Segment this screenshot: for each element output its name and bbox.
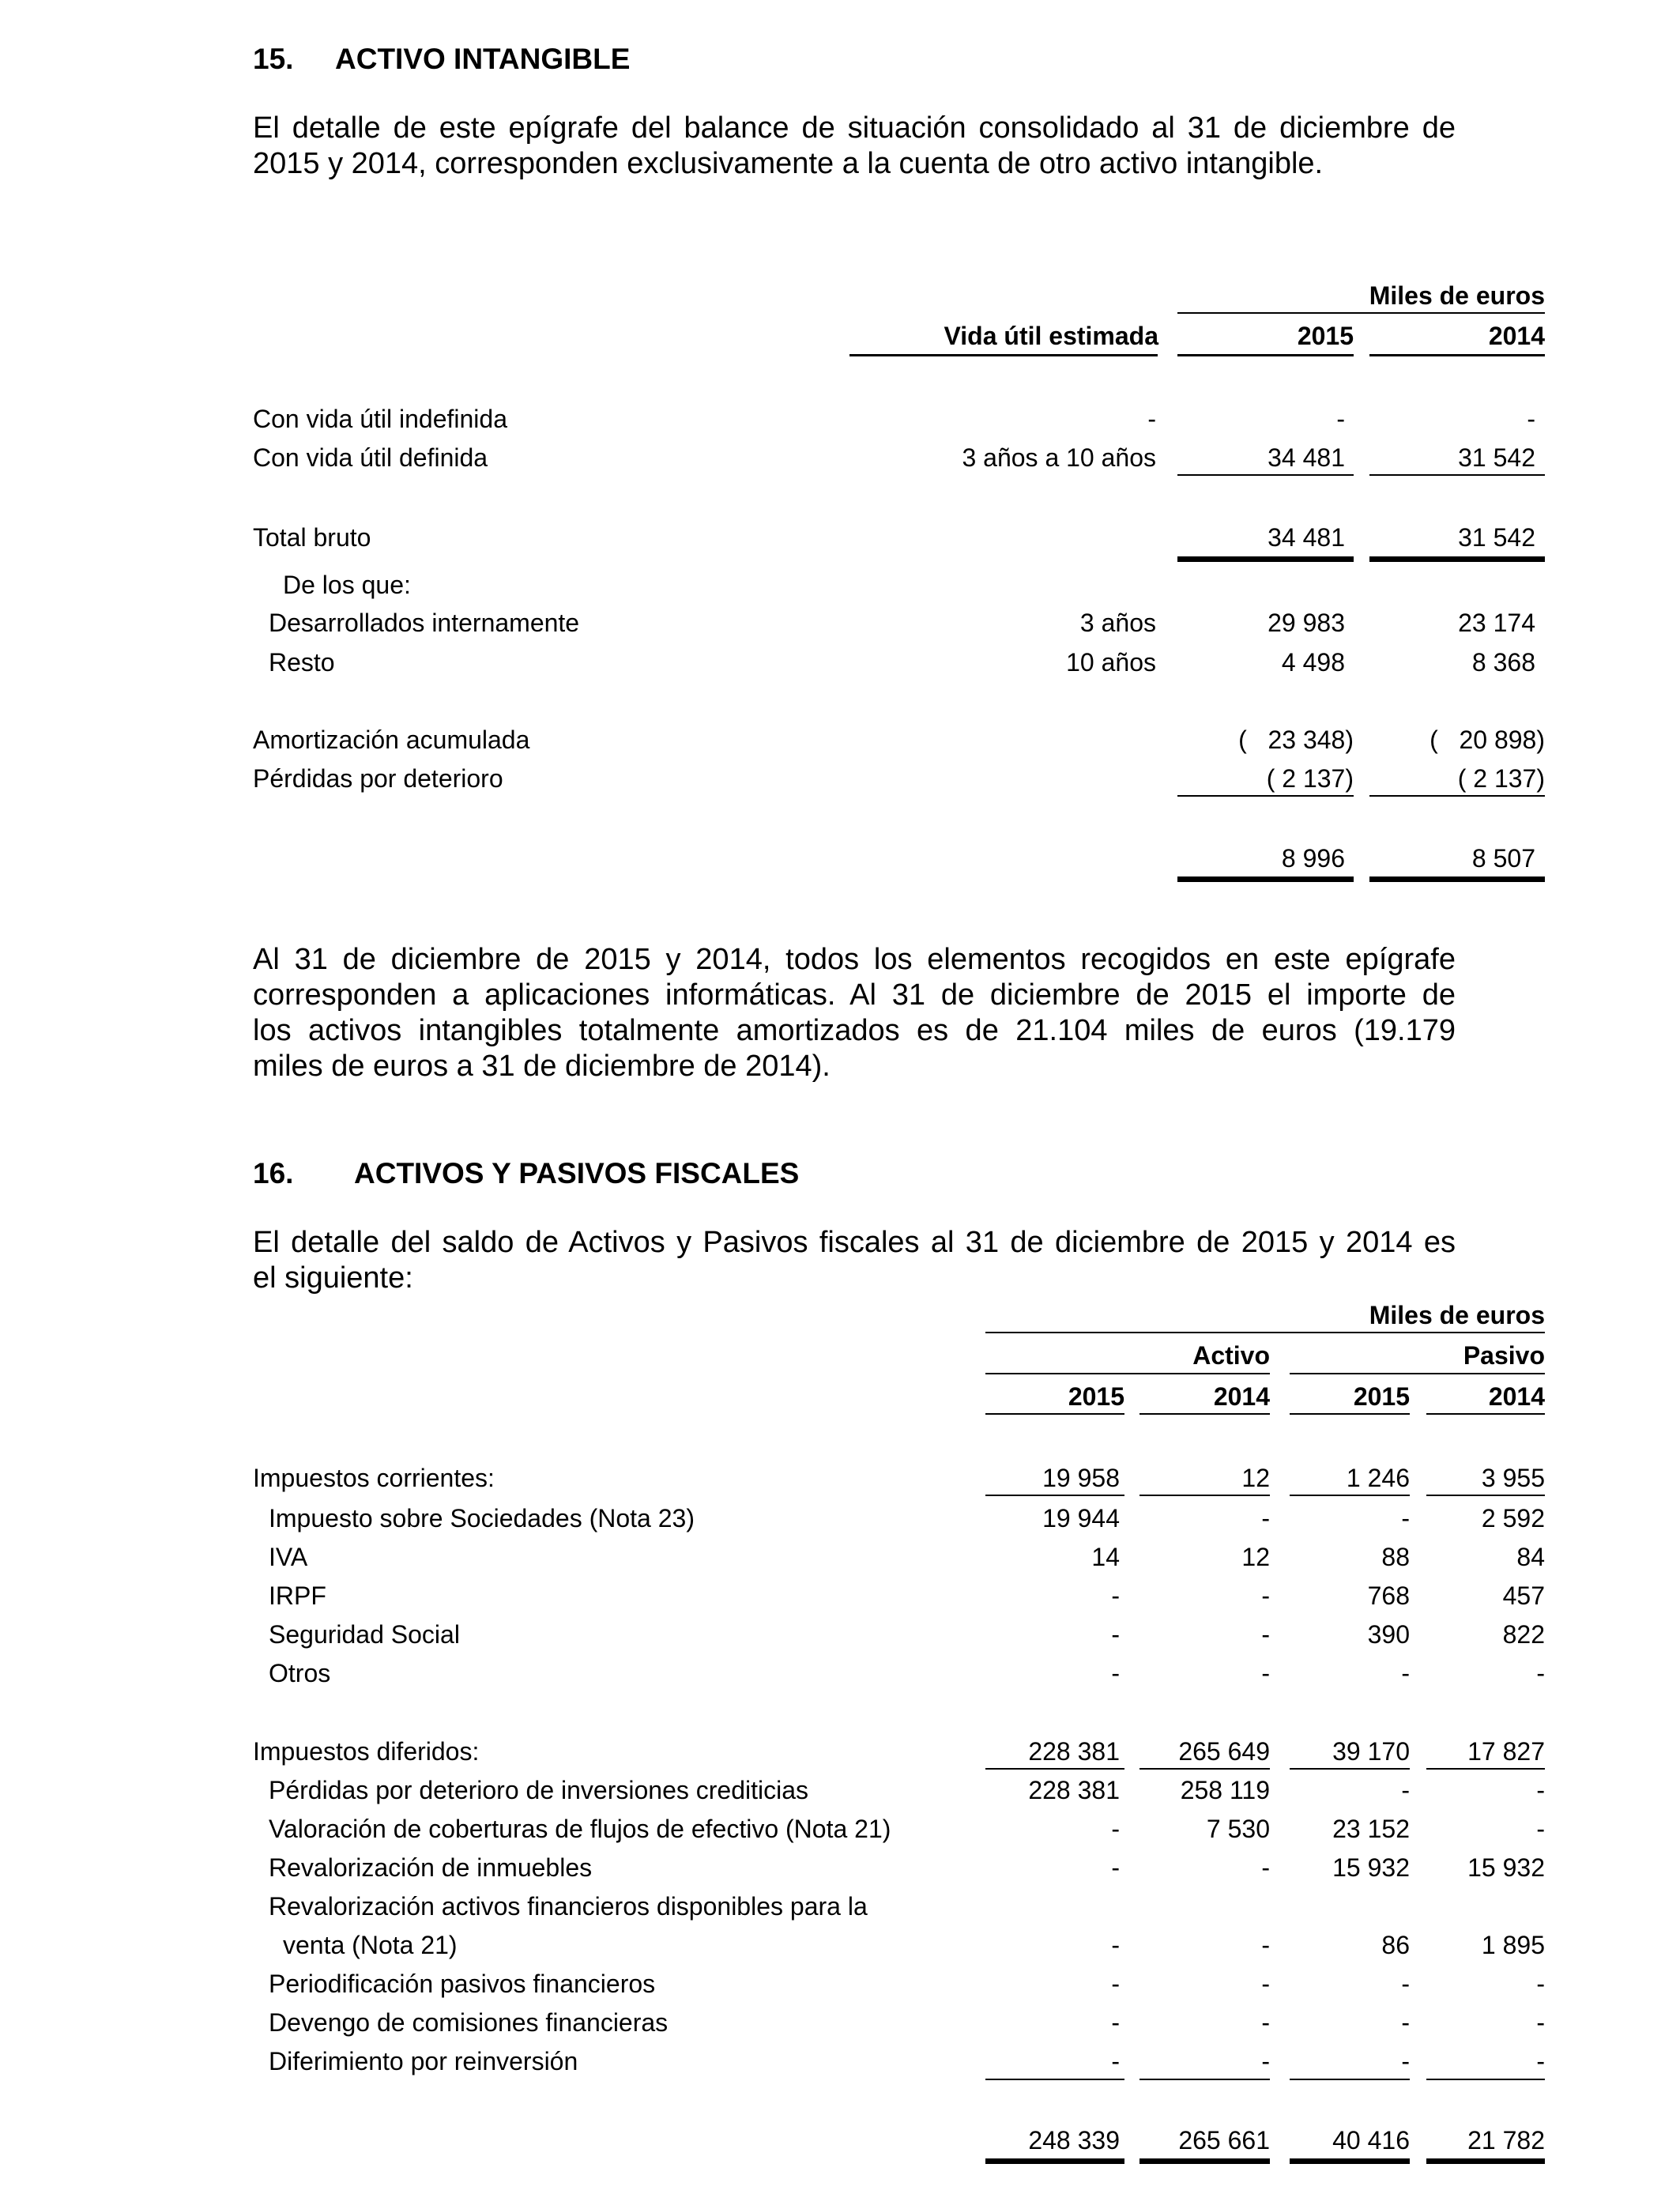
row-2014: ( 2 137) (1457, 764, 1545, 793)
section-16-number: 16. (253, 1157, 294, 1189)
row-2015: 29 983 (1268, 609, 1345, 637)
row-label: Desarrollados internamente (269, 609, 580, 637)
row-value-col-3: 88 (1381, 1543, 1410, 1571)
row-2014: - (1527, 405, 1535, 433)
row-value-col-2: - (1261, 1504, 1270, 1532)
row-value-col-2: 265 649 (1178, 1737, 1270, 1766)
row-value-col-4: 457 (1502, 1581, 1545, 1610)
row-value-col-3: 15 932 (1332, 1853, 1410, 1882)
row-value-col-2: 12 (1241, 1543, 1270, 1571)
row-value-col-2: - (1261, 1659, 1270, 1687)
corrientes-rule-3 (1290, 1495, 1410, 1496)
net-rule-2014 (1369, 795, 1545, 797)
section-16-title: ACTIVOS Y PASIVOS FISCALES (354, 1157, 800, 1189)
row-value-col-4: 1 895 (1481, 1931, 1545, 1959)
col-2014: 2014 (1488, 322, 1545, 350)
row-label: venta (Nota 21) (283, 1931, 458, 1959)
row-value-col-3: 768 (1367, 1581, 1410, 1610)
subtotal-rule-2015 (1177, 474, 1354, 476)
unit-header: Miles de euros (1369, 281, 1545, 310)
col-rule-4 (1426, 1413, 1545, 1415)
col-rule-2 (1139, 1413, 1270, 1415)
diferidos-rule-4 (1426, 1768, 1545, 1770)
row-value-col-3: 39 170 (1332, 1737, 1410, 1766)
row-value-col-2: - (1261, 1931, 1270, 1959)
row-life: 10 años (1066, 648, 1156, 677)
row-value-col-3: 1 246 (1346, 1464, 1410, 1492)
unit-header: Miles de euros (1369, 1301, 1545, 1329)
row-value-col-4: - (1536, 1815, 1545, 1843)
row-2015: 34 481 (1268, 443, 1345, 472)
row-value-col-4: 15 932 (1467, 1853, 1545, 1882)
row-value-col-4: 21 782 (1467, 2126, 1545, 2154)
row-label: Valoración de coberturas de flujos de efectivo (Nota 21) (269, 1815, 891, 1843)
row-value-col-1: - (1111, 2047, 1120, 2075)
row-label: Devengo de comisiones financieras (269, 2008, 669, 2037)
row-label: Seguridad Social (269, 1620, 460, 1649)
diferidos-rule-2 (1139, 1768, 1270, 1770)
row-value-col-4: 17 827 (1467, 1737, 1545, 1766)
row-2015: 8 996 (1281, 844, 1345, 873)
row-label: Resto (269, 648, 335, 677)
row-value-col-1: - (1111, 1853, 1120, 1882)
group-pasivo: Pasivo (1463, 1341, 1545, 1370)
row-label: Impuestos corrientes: (253, 1464, 495, 1492)
header-rule-2014 (1369, 354, 1545, 356)
diferidos-rule-3 (1290, 1768, 1410, 1770)
row-value-col-1: - (1111, 1815, 1120, 1843)
row-label: Otros (269, 1659, 331, 1687)
section-15-intro-line-1: El detalle de este epígrafe del balance de situación consolidado al 31 de diciembre de (253, 111, 1456, 145)
row-value-col-2: 265 661 (1178, 2126, 1270, 2154)
row-value-col-4: 3 955 (1481, 1464, 1545, 1492)
unit-rule (985, 1332, 1545, 1333)
row-value-col-4: 84 (1516, 1543, 1545, 1571)
row-label: Total bruto (253, 523, 371, 552)
row-label: Revalorización activos financieros disponibles para la (269, 1892, 868, 1921)
grand-total-rule-2014 (1369, 876, 1545, 882)
grand-total-rule-2015 (1177, 876, 1354, 882)
row-value-col-3: - (1401, 2047, 1410, 2075)
subtotal-rule-2 (1139, 2079, 1270, 2080)
row-life: 3 años (1079, 609, 1156, 637)
row-2014: 23 174 (1458, 609, 1535, 637)
row-2014: ( 20 898) (1430, 726, 1545, 754)
col-pasivo-2014: 2014 (1488, 1382, 1545, 1411)
col-rule-3 (1290, 1413, 1410, 1415)
row-life: - (1147, 405, 1156, 433)
row-value-col-2: - (1261, 1581, 1270, 1610)
row-2015: 4 498 (1281, 648, 1345, 677)
row-2014: 31 542 (1458, 523, 1535, 552)
row-label: IVA (269, 1543, 308, 1571)
row-value-col-4: - (1536, 1970, 1545, 1998)
grand-total-rule-3 (1290, 2158, 1410, 2164)
activo-rule (985, 1373, 1270, 1374)
row-value-col-4: - (1536, 2047, 1545, 2075)
row-value-col-2: - (1261, 2047, 1270, 2075)
row-value-col-3: - (1401, 1504, 1410, 1532)
row-life: 3 años a 10 años (962, 443, 1156, 472)
pasivo-rule (1290, 1373, 1545, 1374)
section-15-intro-line-2: 2015 y 2014, corresponden exclusivamente a la cuenta de otro activo intangible. (253, 147, 1324, 180)
header-rule-life (849, 354, 1158, 356)
row-label: Revalorización de inmuebles (269, 1853, 593, 1882)
grand-total-rule-1 (985, 2158, 1124, 2164)
row-2015: ( 23 348) (1238, 726, 1354, 754)
row-label: Pérdidas por deterioro de inversiones crediticias (269, 1776, 809, 1804)
row-value-col-1: 248 339 (1028, 2126, 1120, 2154)
header-rule-2015 (1177, 354, 1354, 356)
row-2014: 8 368 (1471, 648, 1535, 677)
section-16-intro-line-1: El detalle del saldo de Activos y Pasivos fiscales al 31 de diciembre de 2015 y 2014 es (253, 1226, 1456, 1259)
row-value-col-2: - (1261, 1853, 1270, 1882)
col-activo-2014: 2014 (1213, 1382, 1270, 1411)
row-label: IRPF (269, 1581, 326, 1610)
row-label: Impuestos diferidos: (253, 1737, 480, 1766)
grand-total-rule-2 (1139, 2158, 1270, 2164)
subtotal-rule-3 (1290, 2079, 1410, 2080)
row-label: Diferimiento por reinversión (269, 2047, 578, 2075)
group-activo: Activo (1192, 1341, 1270, 1370)
net-rule-2015 (1177, 795, 1354, 797)
row-value-col-2: 258 119 (1180, 1776, 1270, 1804)
subtotal-rule-4 (1426, 2079, 1545, 2080)
row-2015: 34 481 (1268, 523, 1345, 552)
row-value-col-1: - (1111, 1931, 1120, 1959)
row-value-col-1: 19 958 (1042, 1464, 1120, 1492)
row-value-col-1: - (1111, 1581, 1120, 1610)
row-label: Pérdidas por deterioro (253, 764, 503, 793)
col-pasivo-2015: 2015 (1353, 1382, 1410, 1411)
diferidos-rule-1 (985, 1768, 1124, 1770)
row-label: Con vida útil indefinida (253, 405, 507, 433)
row-value-col-1: - (1111, 1620, 1120, 1649)
row-value-col-3: 23 152 (1332, 1815, 1410, 1843)
row-value-col-1: - (1111, 1970, 1120, 1998)
row-value-col-3: - (1401, 2008, 1410, 2037)
row-value-col-3: 86 (1381, 1931, 1410, 1959)
row-value-col-2: 12 (1241, 1464, 1270, 1492)
corrientes-rule-1 (985, 1495, 1124, 1496)
section-16-intro-line-2: el siguiente: (253, 1261, 413, 1295)
row-value-col-1: - (1111, 1659, 1120, 1687)
col-2015: 2015 (1297, 322, 1354, 350)
row-value-col-4: - (1536, 1659, 1545, 1687)
row-value-col-4: - (1536, 1776, 1545, 1804)
row-value-col-1: - (1111, 2008, 1120, 2037)
total-rule-2014 (1369, 556, 1545, 562)
row-value-col-2: 7 530 (1206, 1815, 1270, 1843)
row-label: Impuesto sobre Sociedades (Nota 23) (269, 1504, 695, 1532)
subtotal-rule-2014 (1369, 474, 1545, 476)
section-15-title: ACTIVO INTANGIBLE (335, 43, 631, 75)
row-label: Con vida útil definida (253, 443, 488, 472)
row-2014: 8 507 (1471, 844, 1535, 873)
row-2015: - (1336, 405, 1345, 433)
row-value-col-1: 19 944 (1042, 1504, 1120, 1532)
row-value-col-2: - (1261, 2008, 1270, 2037)
row-value-col-3: - (1401, 1659, 1410, 1687)
row-2015: ( 2 137) (1266, 764, 1354, 793)
grand-total-rule-4 (1426, 2158, 1545, 2164)
corrientes-rule-4 (1426, 1495, 1545, 1496)
row-label: Amortización acumulada (253, 726, 530, 754)
col-activo-2015: 2015 (1068, 1382, 1124, 1411)
unit-rule (1177, 312, 1545, 314)
total-rule-2015 (1177, 556, 1354, 562)
subtotal-rule-1 (985, 2079, 1124, 2080)
row-value-col-4: 2 592 (1481, 1504, 1545, 1532)
corrientes-rule-2 (1139, 1495, 1270, 1496)
note-line-4: miles de euros a 31 de diciembre de 2014). (253, 1050, 831, 1083)
row-value-col-3: - (1401, 1776, 1410, 1804)
row-value-col-3: 390 (1367, 1620, 1410, 1649)
row-value-col-1: 228 381 (1028, 1737, 1120, 1766)
row-value-col-4: 822 (1502, 1620, 1545, 1649)
row-value-col-1: 228 381 (1028, 1776, 1120, 1804)
row-label: De los que: (283, 571, 411, 599)
note-line-3: los activos intangibles totalmente amortizados es de 21.104 miles de euros (19.179 (253, 1014, 1456, 1047)
row-value-col-2: - (1261, 1620, 1270, 1649)
row-value-col-3: - (1401, 1970, 1410, 1998)
row-value-col-4: - (1536, 2008, 1545, 2037)
col-rule-1 (985, 1413, 1124, 1415)
note-line-2: corresponden a aplicaciones informáticas. Al 31 de diciembre de 2015 el importe de (253, 978, 1456, 1012)
col-vida-util: Vida útil estimada (944, 322, 1158, 350)
row-2014: 31 542 (1458, 443, 1535, 472)
section-15-number: 15. (253, 43, 294, 75)
row-label: Periodificación pasivos financieros (269, 1970, 656, 1998)
row-value-col-3: 40 416 (1332, 2126, 1410, 2154)
row-value-col-2: - (1261, 1970, 1270, 1998)
row-value-col-1: 14 (1091, 1543, 1120, 1571)
note-line-1: Al 31 de diciembre de 2015 y 2014, todos los elementos recogidos en este epígrafe (253, 943, 1456, 976)
